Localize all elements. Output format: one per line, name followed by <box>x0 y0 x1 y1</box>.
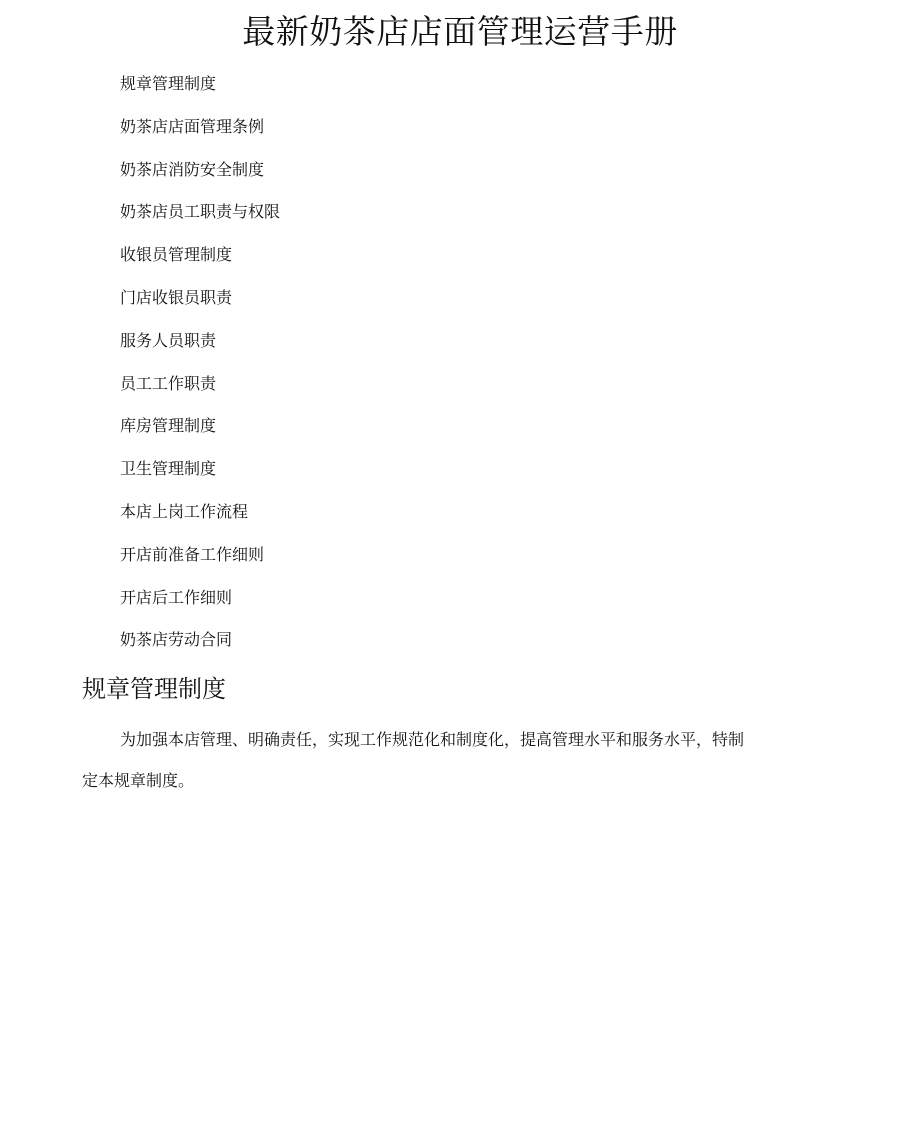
document-title: 最新奶茶店店面管理运营手册 <box>242 12 678 51</box>
toc-item: 库房管理制度 <box>120 416 217 436</box>
toc-item: 开店后工作细则 <box>120 587 233 607</box>
toc-item: 收银员管理制度 <box>120 245 233 265</box>
toc-item: 奶茶店劳动合同 <box>120 630 233 650</box>
section-heading: 规章管理制度 <box>82 675 226 703</box>
toc-item: 卫生管理制度 <box>120 459 217 479</box>
toc-item: 本店上岗工作流程 <box>120 501 249 521</box>
toc-item: 奶茶店员工职责与权限 <box>120 202 281 222</box>
toc-item: 服务人员职责 <box>120 330 217 350</box>
toc-item: 奶茶店店面管理条例 <box>120 116 265 136</box>
toc-item: 规章管理制度 <box>120 74 217 93</box>
toc-item: 员工工作职责 <box>120 373 217 393</box>
paragraph-line: 定本规章制度。 <box>82 771 195 790</box>
toc-item: 门店收银员职责 <box>120 287 233 307</box>
toc-item: 奶茶店消防安全制度 <box>120 159 265 179</box>
table-of-contents <box>120 72 280 671</box>
paragraph-line: 为加强本店管理、明确责任，实现工作规范化和制度化，提高管理水平和服务水平，特制 <box>120 730 745 749</box>
toc-item: 开店前准备工作细则 <box>120 544 265 564</box>
